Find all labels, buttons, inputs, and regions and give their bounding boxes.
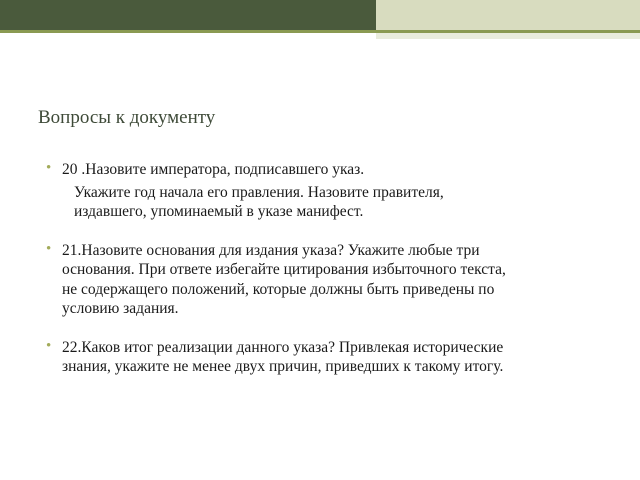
bullet-icon: • <box>46 240 52 257</box>
slide-title: Вопросы к документу <box>38 107 216 128</box>
question-21 <box>48 241 608 319</box>
question-20-cont-line-1: Укажите год начала его правления. Назовите правителя, <box>74 183 444 201</box>
question-20-line-1: 20 .Назовите императора, подписавшего указ. <box>62 161 365 178</box>
top-right-accent-box <box>376 0 640 39</box>
question-22-line-2: знания, укажите не менее двух причин, приведших к такому итогу. <box>62 358 504 375</box>
bullet-icon: • <box>46 160 52 176</box>
question-21-line-2: основания. При ответе избегайте цитирования избыточного текста, <box>62 261 506 278</box>
question-20-cont-line-2: издавшего, упоминаемый в указе манифест. <box>74 203 364 220</box>
questions-list <box>48 160 608 396</box>
accent-box-line <box>376 30 640 33</box>
question-20 <box>48 160 608 222</box>
question-21-line-1: 21.Назовите основания для издания указа? Укажите любые три <box>62 241 480 259</box>
accent-box-bar <box>376 0 640 30</box>
bullet-icon: • <box>46 337 52 354</box>
question-21-line-3: не содержащего положений, которые должны быть приведены по <box>62 280 495 298</box>
question-21-line-4: условию задания. <box>62 300 179 317</box>
question-22 <box>48 338 608 377</box>
question-22-line-1: 22.Каков итог реализации данного указа? Привлекая исторические <box>62 338 504 356</box>
question-20-continuation <box>62 183 608 222</box>
